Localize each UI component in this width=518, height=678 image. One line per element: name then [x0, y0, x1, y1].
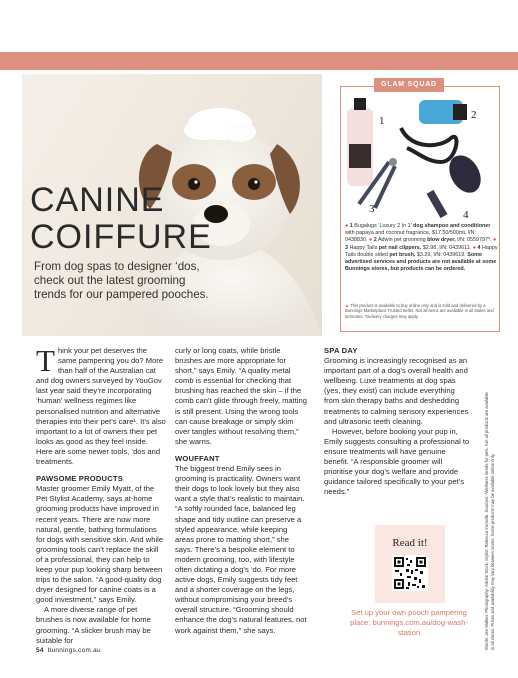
paragraph: Master groomer Emily Myatt, of the Pet Stylist Academy, says at-home grooming products have improved in recent years. There are now more natural, gentle, bathing formulations for dogs with sensitive skin. And while grooming tools can’t replace the skill of a professional, they can help to keep your pup looking sharp between trips to the salon. “A good-quality dog dryer designed for canine coats is a good investment,” says Emily.: [36, 484, 164, 605]
product-number-3: 3: [369, 203, 375, 215]
credits-strip: [484, 390, 510, 650]
paragraph: curly or long coats, while bristle brushes are more appropriate for short,” says Emily. “A quality metal comb is essential for checking that brushing has reached the skin – if the comb can’t glide through freely, matting is still present. Using the wrong tools can cause breakage or simply skim over tangles without resolving them,” she warns.: [175, 346, 307, 446]
paragraph: A more diverse range of pet brushes is now available for home grooming. “A slicker brush may be suitable for: [36, 605, 151, 645]
read-it-link-text[interactable]: Set up your own pooch pampering place: bunnings.com.au/dog-wash-station: [350, 608, 468, 637]
page-folio: [36, 647, 101, 654]
paragraph: However, before booking your pup in, Emily suggests consulting a professional to ensure treatments will have genuine benefit. “A responsible groomer will prioritise your dog’s welfare and provide guidance tailored specifically to your pet’s needs.”: [324, 426, 470, 497]
article-column-2: [175, 346, 307, 636]
section-heading-spa-day: SPA DAY: [324, 346, 358, 355]
product-number-4: 4: [463, 209, 469, 221]
section-heading-pawsome: PAWSOME PRODUCTS: [36, 474, 124, 484]
products-illustration: [341, 92, 499, 222]
article-column-3: [324, 346, 472, 497]
paragraph: Grooming is increasingly recognised as an important part of a dog’s overall health and wellbeing. Luxe treatments at dog spas (yes, they exist) can include everything from skin therapy baths and deshedding treatments to calming sensory experiences and ultrasonic teeth cleaning.: [324, 356, 469, 426]
page-number: 54: [36, 647, 44, 654]
site-name: bunnings.com.au: [47, 647, 101, 654]
glam-squad-note: ▲ This product is available to buy online only and is sold and delivered by a Bunnings Marketplace Trusted Seller. Not all items are available in all states and territories. *Delivery charges may apply.: [345, 303, 494, 319]
intro-paragraph: Think your pet deserves the same pampering you do? More than half of the Australian cat and dog owners surveyed by YouGov last year said they’re incorporating ‘human’ wellness regimes like personalised nutrition and alternative therapies into their pet’s care¹. It’s also important to a lot of owners their pet looks as good as they feel inside. Here are some newer tools, ‘dos and treatments.: [36, 343, 166, 467]
header-accent-band: [0, 52, 518, 70]
credits-text: Words: Jen Walker. Photography: Adobe Stock. Stylist: Rebecca Ironside. Sources: ¹Wellness trends for pets. Not all products are available in all stores. Prices and availability may vary between stores. Some products may be available online only.: [484, 392, 495, 650]
title-line-1: CANINE: [30, 181, 165, 219]
qr-code-icon[interactable]: [392, 555, 428, 591]
title-line-2: COIFFURE: [30, 218, 212, 256]
article-subtitle: From dog spas to designer ‘dos, check out the latest grooming trends for our pampered pooches.: [34, 260, 209, 301]
product-number-2: 2: [471, 109, 477, 121]
glam-squad-label: GLAM SQUAD: [374, 78, 444, 92]
section-heading-wouffant: WOUFFANT: [175, 453, 220, 463]
blow-dryer-icon: [401, 100, 467, 162]
article-title: [30, 182, 260, 256]
drop-cap: T: [36, 343, 55, 378]
paragraph: The biggest trend Emily sees in grooming is practicality. Owners want their dogs to look lovely but they also want a style that’s realistic to maintain. “A softly rounded face, balanced leg shape and tidy outline can preserve a styled appearance, while keeping areas prone to matting short,” she says. There’s a bespoke element to modern grooming, too, with lifestyle often dictating a dog’s ‘do. For more active dogs, Emily suggests tidy feet and a shorter coverage on the legs, without compromising your breed’s overall structure. “Grooming should enhance the dog’s natural features, not work against them,” she says.: [175, 464, 307, 635]
shampoo-bottle-icon: [347, 98, 373, 186]
product-number-1: 1: [379, 115, 385, 127]
glam-squad-product-list: ● 1 Bugalugs ‘Luxury 2 In 1’ dog shampoo and conditioner with papaya and coconut fragrance, $17.50/500mL I/N: 0438830. ● 2 Adwin pet grooming blow dryer, I/N: 0559797*. ● 3 Happy Tails pet nail clippers, $2.98, I/N: 0439611. ● 4 Happy Tails double sided pet brush, $3.29, I/N: 0439619. Some advertised services and products are not available at some Bunnings stores, but products can be ordered.: [345, 223, 498, 273]
article-column-1: [36, 343, 166, 646]
read-it-title: Read it!: [392, 537, 428, 549]
